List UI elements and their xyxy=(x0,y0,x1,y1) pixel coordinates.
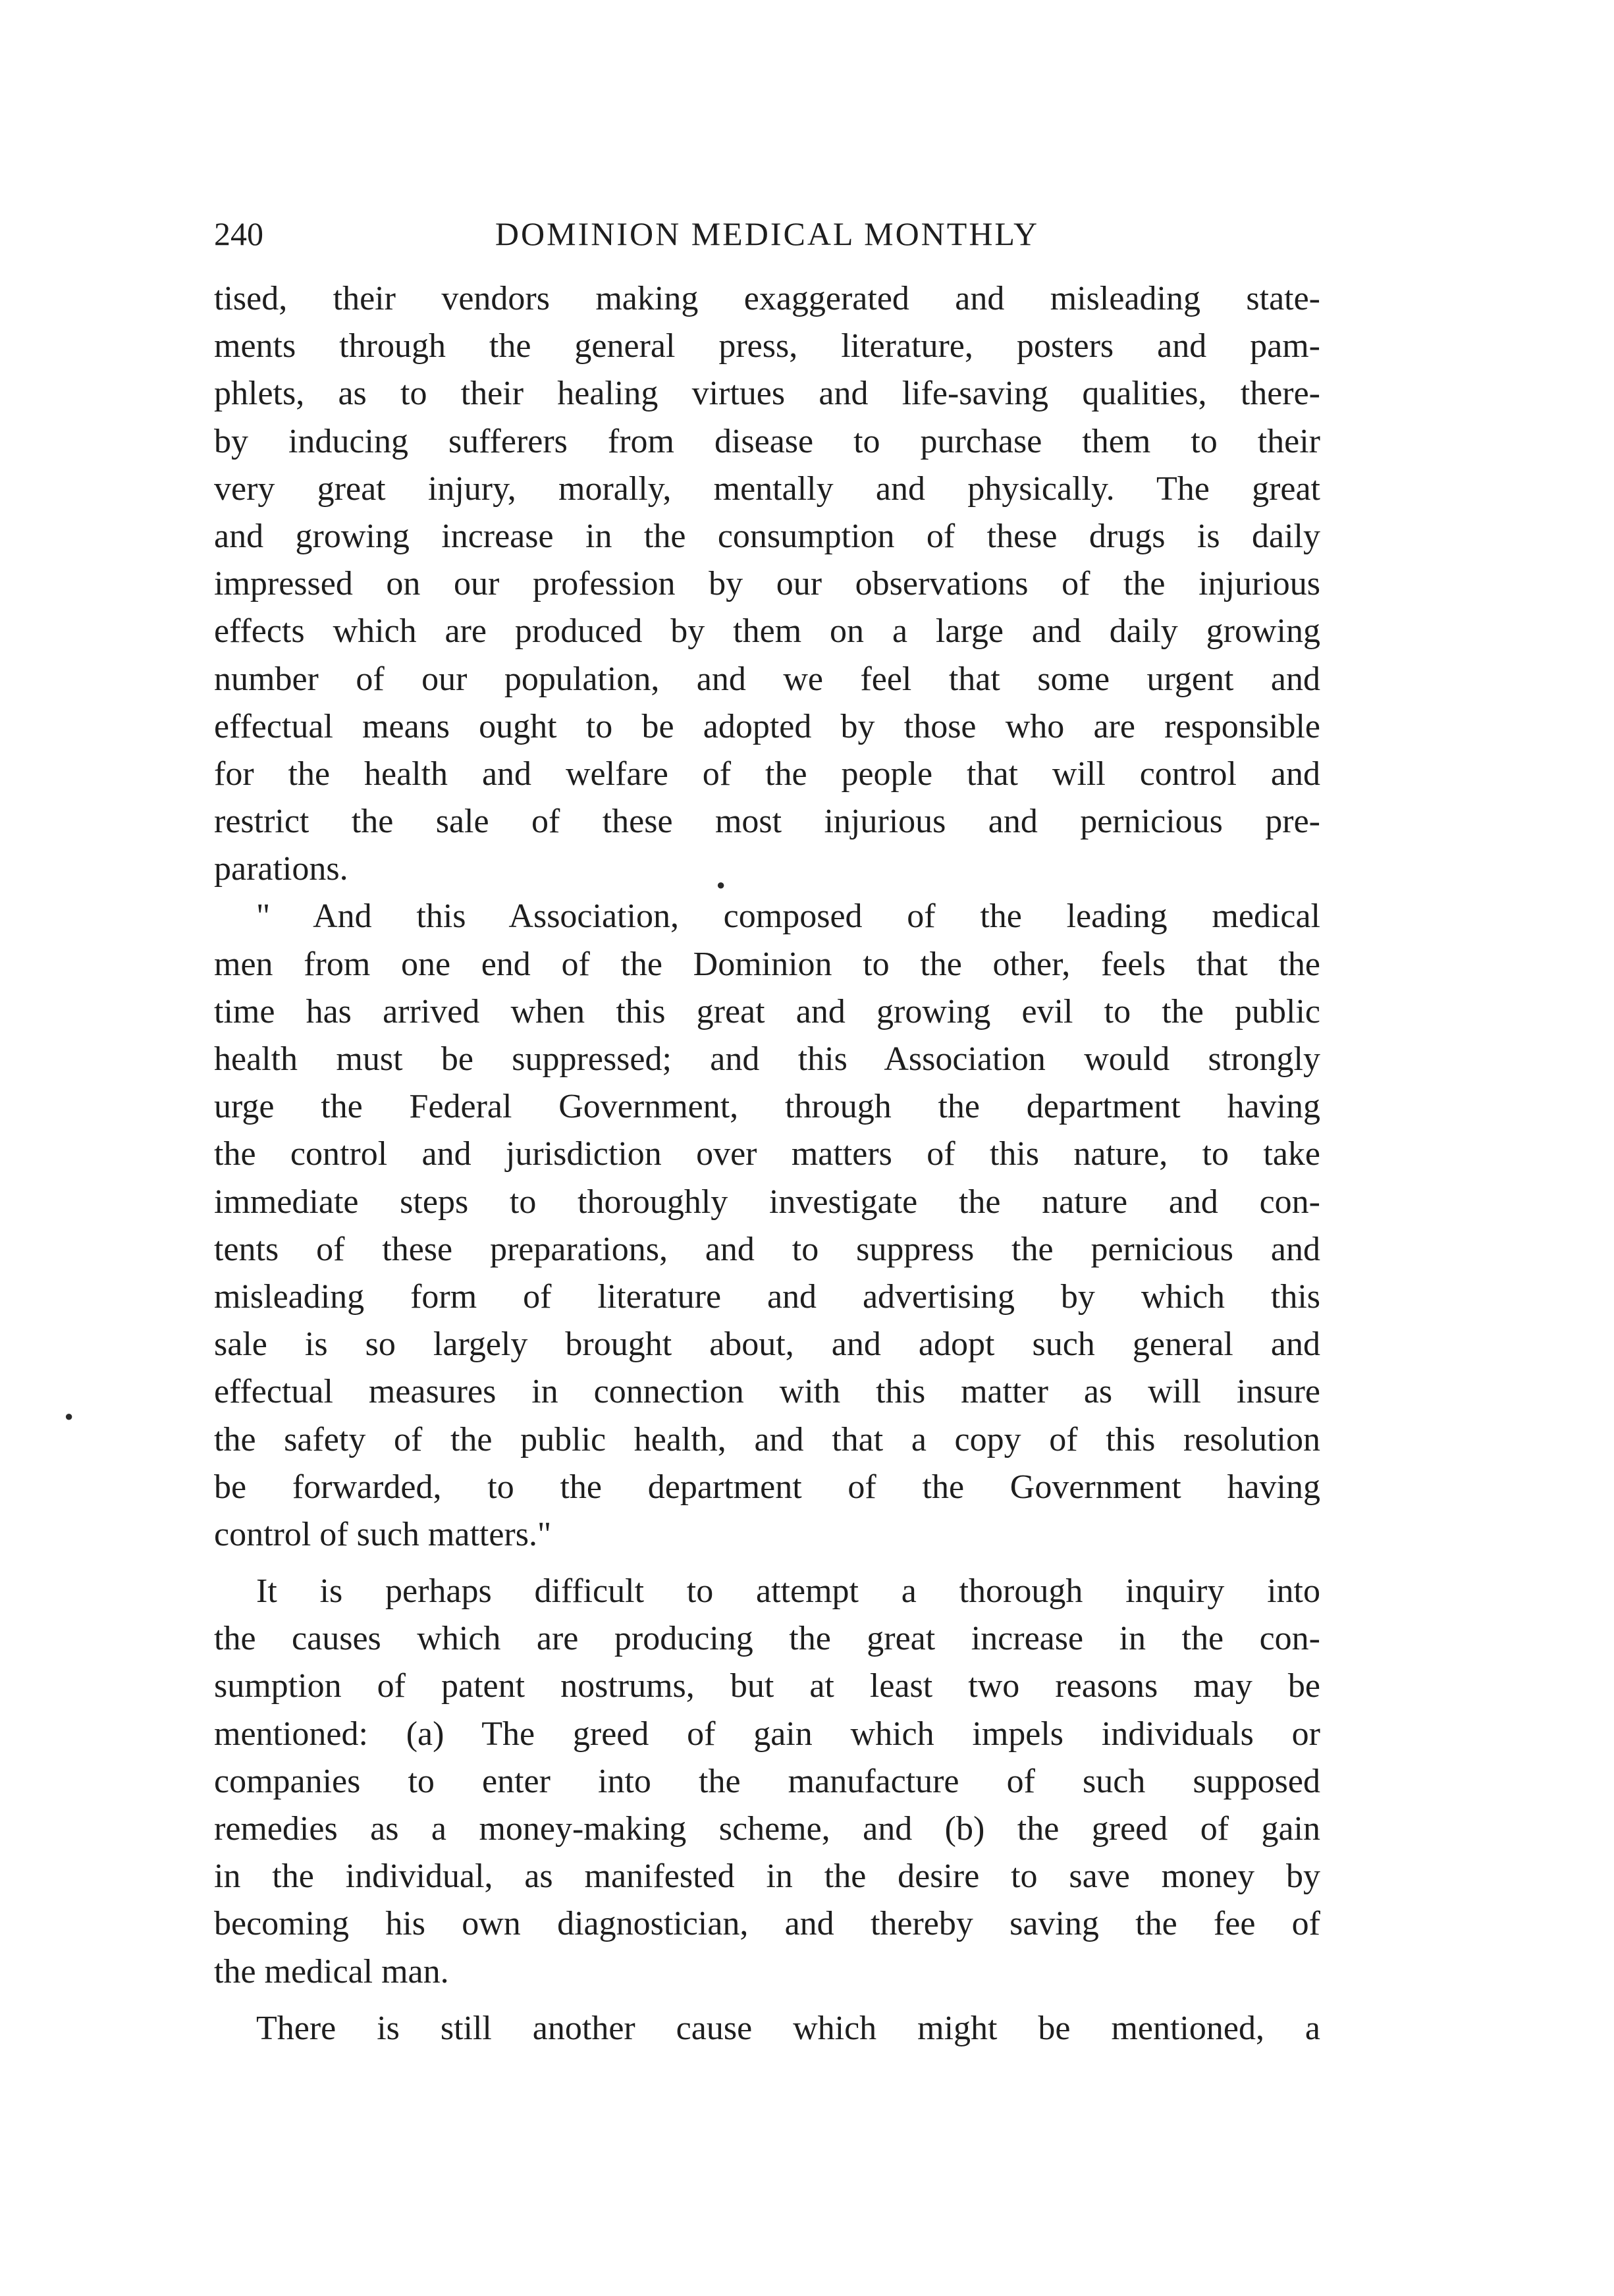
text-line: very great injury, morally, mentally and physically. The great xyxy=(214,469,1320,508)
paragraph xyxy=(214,893,1320,1559)
text-line: for the health and welfare of the people that will control and xyxy=(214,755,1320,793)
text-line: the safety of the public health, and that a copy of this resolution xyxy=(214,1420,1320,1458)
margin-dot-mark: ● xyxy=(65,1408,74,1424)
text-line: ments through the general press, literature, posters and pam- xyxy=(214,327,1320,365)
text-line: number of our population, and we feel that some urgent and xyxy=(214,660,1320,698)
page-number: 240 xyxy=(214,215,263,252)
paragraph-gap xyxy=(214,1996,1320,2005)
text-line: It is perhaps difficult to attempt a thorough inquiry into xyxy=(256,1572,1320,1611)
text-line: health must be suppressed; and this Association would strongly xyxy=(214,1040,1320,1078)
text-line: time has arrived when this great and growing evil to the public xyxy=(214,992,1320,1030)
journal-title: DOMINION MEDICAL MONTHLY xyxy=(495,215,1040,252)
text-line: the control and jurisdiction over matters of this nature, to take xyxy=(214,1135,1320,1173)
paragraph-gap xyxy=(214,1559,1320,1568)
text-line: the causes which are producing the great increase in the con- xyxy=(214,1620,1320,1658)
text-line: " And this Association, composed of the leading medical xyxy=(256,897,1320,936)
text-line: effects which are produced by them on a large and daily growing xyxy=(214,612,1320,651)
text-line: in the individual, as manifested in the desire to save money by xyxy=(214,1857,1320,1896)
stray-dot-mark: ● xyxy=(716,876,726,893)
text-line: mentioned: (a) The greed of gain which impels individuals or xyxy=(214,1715,1320,1753)
text-line: impressed on our profession by our observations of the injurious xyxy=(214,565,1320,603)
text-line: and growing increase in the consumption of these drugs is daily xyxy=(214,517,1320,555)
running-head xyxy=(214,211,1320,257)
text-line: misleading form of literature and advertising by which this xyxy=(214,1277,1320,1316)
text-line: sale is so largely brought about, and adopt such general and xyxy=(214,1325,1320,1364)
text-line: immediate steps to thoroughly investigate the nature and con- xyxy=(214,1183,1320,1221)
paragraph xyxy=(214,275,1320,893)
text-line: by inducing sufferers from disease to purchase them to their xyxy=(214,422,1320,460)
text-line: urge the Federal Government, through the department having xyxy=(214,1088,1320,1126)
text-line: the medical man. xyxy=(214,1952,449,1990)
text-line: sumption of patent nostrums, but at least two reasons may be xyxy=(214,1667,1320,1705)
text-line: restrict the sale of these most injurious and pernicious pre- xyxy=(214,803,1320,841)
text-line: companies to enter into the manufacture of such supposed xyxy=(214,1762,1320,1800)
text-line: There is still another cause which might be mentioned, a xyxy=(256,2009,1320,2047)
text-line: effectual measures in connection with this matter as will insure xyxy=(214,1373,1320,1411)
text-line: phlets, as to their healing virtues and life-saving qualities, there- xyxy=(214,375,1320,413)
paragraph xyxy=(214,2005,1320,2052)
text-line: tents of these preparations, and to suppress the pernicious and xyxy=(214,1230,1320,1268)
text-line: men from one end of the Dominion to the other, feels that the xyxy=(214,945,1320,983)
text-line: tised, their vendors making exaggerated and misleading state- xyxy=(214,280,1320,317)
body-text xyxy=(214,275,1320,2052)
text-line: effectual means ought to be adopted by those who are responsible xyxy=(214,707,1320,745)
text-line: parations. xyxy=(214,850,348,888)
text-line: be forwarded, to the department of the Government having xyxy=(214,1468,1320,1506)
paragraph xyxy=(214,1568,1320,1996)
text-line: control of such matters." xyxy=(214,1515,552,1553)
text-line: becoming his own diagnostician, and thereby saving the fee of xyxy=(214,1905,1320,1943)
text-line: remedies as a money-making scheme, and (b) the greed of gain xyxy=(214,1810,1320,1848)
